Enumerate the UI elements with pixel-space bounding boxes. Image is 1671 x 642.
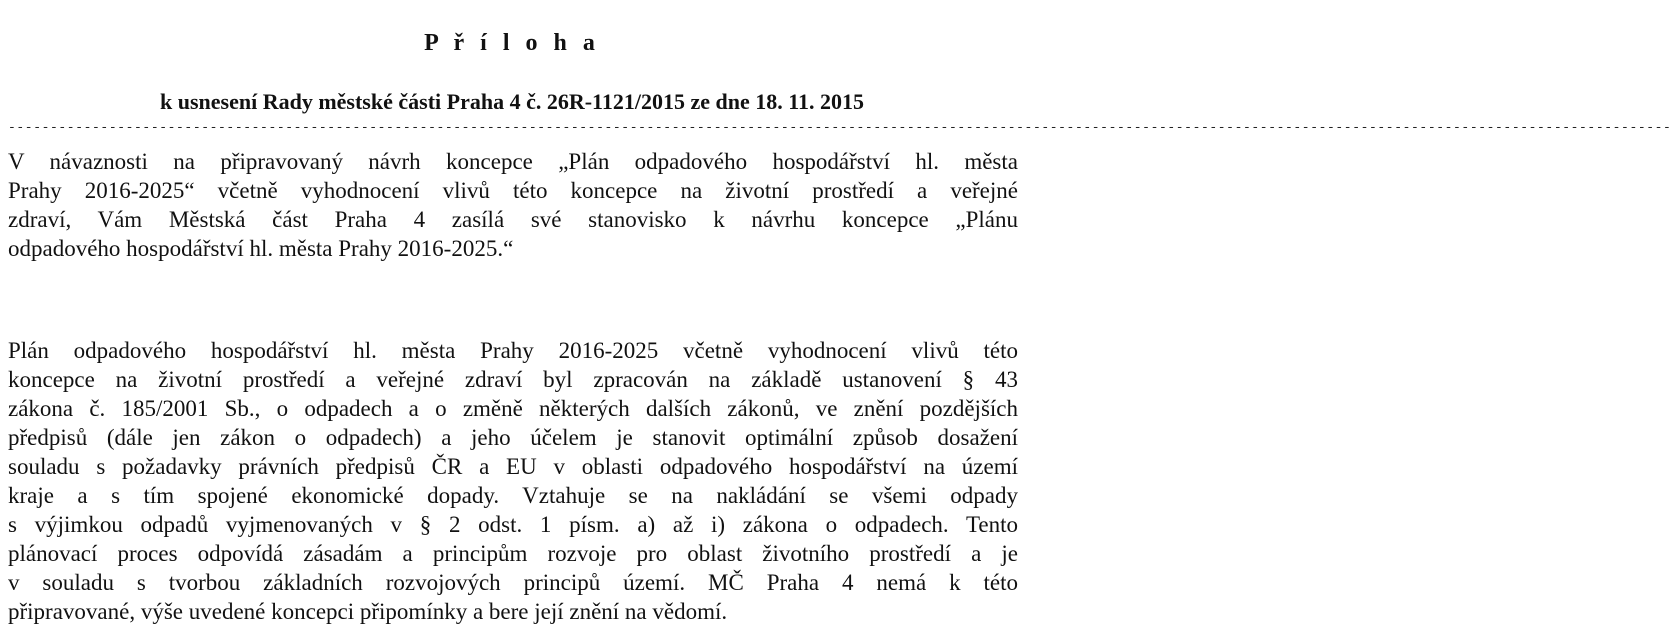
paragraph-2 [8,336,1018,626]
paragraph-line: odpadového hospodářství hl. města Prahy 2016-2025.“ [8,236,514,261]
paragraph-line: Plán odpadového hospodářství hl. města Prahy 2016-2025 včetně vyhodnocení vlivů této [8,338,1018,363]
paragraph-line: souladu s požadavky právních předpisů ČR a EU v oblasti odpadového hospodářství na území [8,454,1018,479]
paragraph-line: připravované, výše uvedené koncepci připomínky a bere její znění na vědomí. [8,599,728,624]
paragraph-line: plánovací proces odpovídá zásadám a principům rozvoje pro oblast životního prostředí a je [8,541,1018,566]
paragraph-line: Prahy 2016-2025“ včetně vyhodnocení vlivů této koncepce na životní prostředí a veřejné [8,178,1018,203]
paragraph-line: kraje a s tím spojené ekonomické dopady. Vztahuje se na nakládání se všemi odpady [8,483,1018,508]
document-title: P ř í l o h a [424,30,600,56]
paragraph-1 [8,147,1018,263]
document-subtitle: k usnesení Rady městské části Praha 4 č. 26R-1121/2015 ze dne 18. 11. 2015 [160,89,864,114]
paragraph-line: zdraví, Vám Městská část Praha 4 zasílá své stanovisko k návrhu koncepce „Plánu [8,207,1018,232]
dashed-divider: ------------------------------------------------------------------------------------------------------------------------------------------------------------------------------------------------------ [8,120,1671,135]
paragraph-line: v souladu s tvorbou základních rozvojových principů území. MČ Praha 4 nemá k této [8,570,1018,595]
paragraph-line: V návaznosti na připravovaný návrh koncepce „Plán odpadového hospodářství hl. města [8,149,1018,174]
paragraph-line: předpisů (dále jen zákon o odpadech) a jeho účelem je stanovit optimální způsob dosažení [8,425,1018,450]
paragraph-line: zákona č. 185/2001 Sb., o odpadech a o změně některých dalších zákonů, ve znění pozdějších [8,396,1018,421]
paragraph-line: koncepce na životní prostředí a veřejné zdraví byl zpracován na základě ustanovení § 43 [8,367,1018,392]
paragraph-line: s výjimkou odpadů vyjmenovaných v § 2 odst. 1 písm. a) až i) zákona o odpadech. Tento [8,512,1018,537]
